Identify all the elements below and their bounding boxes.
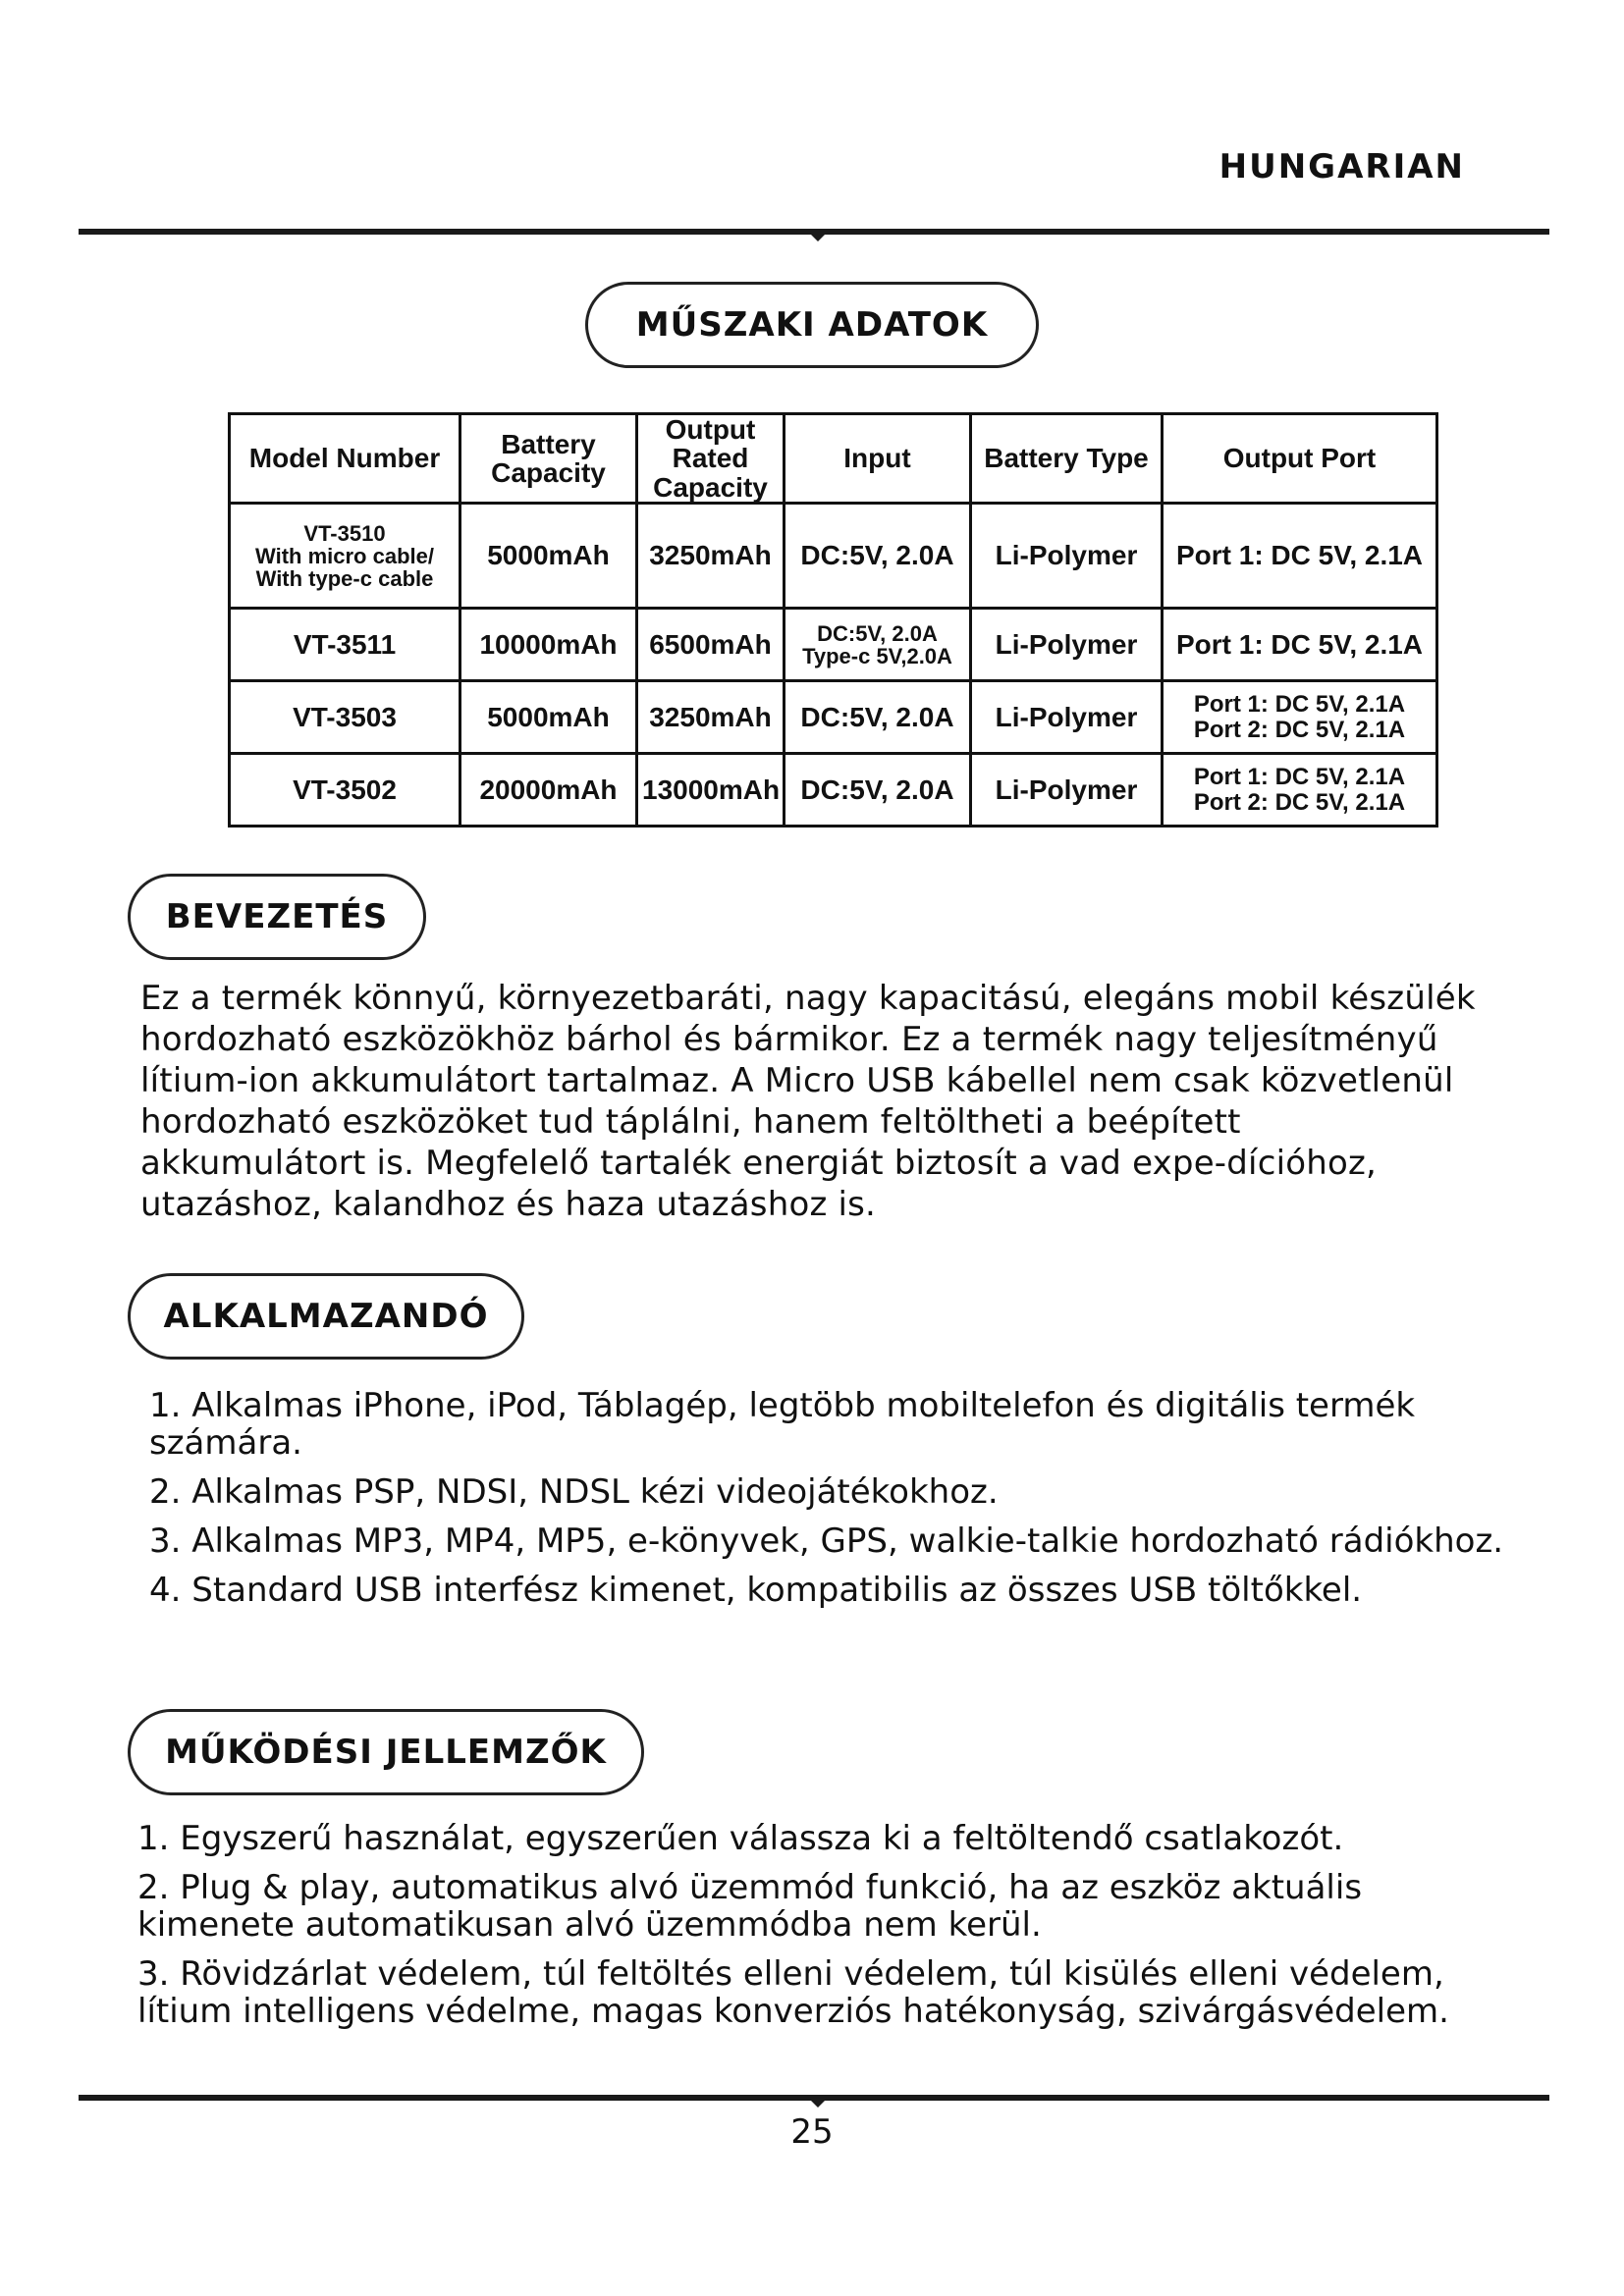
- port-line2: Port 2: DC 5V, 2.1A: [1193, 716, 1406, 743]
- features-list: [137, 1820, 1492, 2042]
- cell-output: 3250mAh: [637, 681, 785, 754]
- cell-output: 6500mAh: [637, 609, 785, 681]
- cell-port: Port 1: DC 5V, 2.1A: [1163, 609, 1437, 681]
- port-line2: Port 2: DC 5V, 2.1A: [1193, 788, 1406, 816]
- table-header-row: [230, 414, 1437, 504]
- cell-type: Li-Polymer: [971, 681, 1163, 754]
- intro-paragraph: Ez a termék könnyű, környezetbaráti, nagy kapacitású, elegáns mobil készülék hordozható eszközökhöz bárhol és bármikor. Ez a termék nagy teljesítményű lítium-ion akkumulátort tartalmaz. A Micro USB kábellel nem csak közvetlenül hordozható eszközöket tud táplálni, hanem feltöltheti a beépített akkumulátort is. Megfelelő tartalék energiát biztosít a vad expe-dícióhoz, utazáshoz, kalandhoz és haza utazáshoz is.: [140, 979, 1476, 1224]
- cell-port: [1163, 754, 1437, 827]
- cell-type: Li-Polymer: [971, 504, 1163, 609]
- model-line2: With micro cable/: [255, 543, 434, 568]
- cell-output: 3250mAh: [637, 504, 785, 609]
- header-port: Output Port: [1163, 414, 1437, 504]
- language-label: HUNGARIAN: [1218, 147, 1465, 187]
- cell-battery: 5000mAh: [460, 681, 637, 754]
- spec-table: [228, 412, 1438, 828]
- intro-heading: BEVEZETÉS: [128, 874, 426, 960]
- port-line1: Port 1: DC 5V, 2.1A: [1193, 691, 1406, 719]
- list-item: 2. Alkalmas PSP, NDSI, NDSL kézi videojátékokhoz.: [149, 1472, 999, 1512]
- cell-type: Li-Polymer: [971, 609, 1163, 681]
- model-line3: With type-c cable: [255, 565, 434, 591]
- cell-battery: 10000mAh: [460, 609, 637, 681]
- applications-list: [149, 1387, 1504, 1621]
- header-output-line2: Rated: [672, 443, 749, 474]
- cell-input: [785, 609, 971, 681]
- applications-heading: ALKALMAZANDÓ: [128, 1273, 524, 1360]
- header-type: Battery Type: [971, 414, 1163, 504]
- table-row: [230, 754, 1437, 827]
- input-line2: Type-c 5V,2.0A: [802, 643, 952, 668]
- header-output-line1: Output: [665, 414, 756, 445]
- list-item: 2. Plug & play, automatikus alvó üzemmód funkció, ha az eszköz aktuális kimenete automatikusan alvó üzemmódba nem kerül.: [137, 1868, 1363, 1945]
- cell-battery: 20000mAh: [460, 754, 637, 827]
- port-line1: Port 1: DC 5V, 2.1A: [1193, 764, 1406, 791]
- top-divider: [79, 229, 1549, 235]
- cell-port: Port 1: DC 5V, 2.1A: [1163, 504, 1437, 609]
- table-row: [230, 504, 1437, 609]
- header-battery-line1: Battery: [501, 428, 596, 459]
- cell-type: Li-Polymer: [971, 754, 1163, 827]
- cell-output: 13000mAh: [637, 754, 785, 827]
- cell-input: DC:5V, 2.0A: [785, 681, 971, 754]
- model-line1: VT-3510: [303, 520, 386, 546]
- table-row: [230, 609, 1437, 681]
- list-item: 1. Egyszerű használat, egyszerűen válassza ki a feltöltendő csatlakozót.: [137, 1819, 1344, 1858]
- features-heading: MŰKÖDÉSI JELLEMZŐK: [128, 1709, 644, 1795]
- cell-model: VT-3502: [230, 754, 460, 827]
- header-battery: [460, 414, 637, 504]
- cell-model: VT-3511: [230, 609, 460, 681]
- header-battery-line2: Capacity: [491, 457, 606, 489]
- cell-input: DC:5V, 2.0A: [785, 754, 971, 827]
- header-output: [637, 414, 785, 504]
- list-item: 4. Standard USB interfész kimenet, kompatibilis az összes USB töltőkkel.: [149, 1571, 1363, 1610]
- bottom-divider: [79, 2095, 1549, 2101]
- input-line1: DC:5V, 2.0A: [817, 620, 938, 646]
- header-model: Model Number: [230, 414, 460, 504]
- list-item: 1. Alkalmas iPhone, iPod, Táblagép, legtöbb mobiltelefon és digitális termék számára.: [149, 1386, 1416, 1463]
- cell-model: VT-3503: [230, 681, 460, 754]
- cell-input: DC:5V, 2.0A: [785, 504, 971, 609]
- page-number: 25: [790, 2112, 834, 2152]
- header-output-line3: Capacity: [653, 471, 768, 503]
- cell-battery: 5000mAh: [460, 504, 637, 609]
- list-item: 3. Alkalmas MP3, MP4, MP5, e-könyvek, GPS, walkie-talkie hordozható rádiókhoz.: [149, 1522, 1504, 1561]
- spec-heading: MŰSZAKI ADATOK: [585, 282, 1039, 368]
- header-input: Input: [785, 414, 971, 504]
- table-row: [230, 681, 1437, 754]
- cell-port: [1163, 681, 1437, 754]
- cell-model: [230, 504, 460, 609]
- list-item: 3. Rövidzárlat védelem, túl feltöltés elleni védelem, túl kisülés elleni védelem, lítium intelligens védelme, magas konverziós hatékonyság, szivárgásvédelem.: [137, 1954, 1449, 2031]
